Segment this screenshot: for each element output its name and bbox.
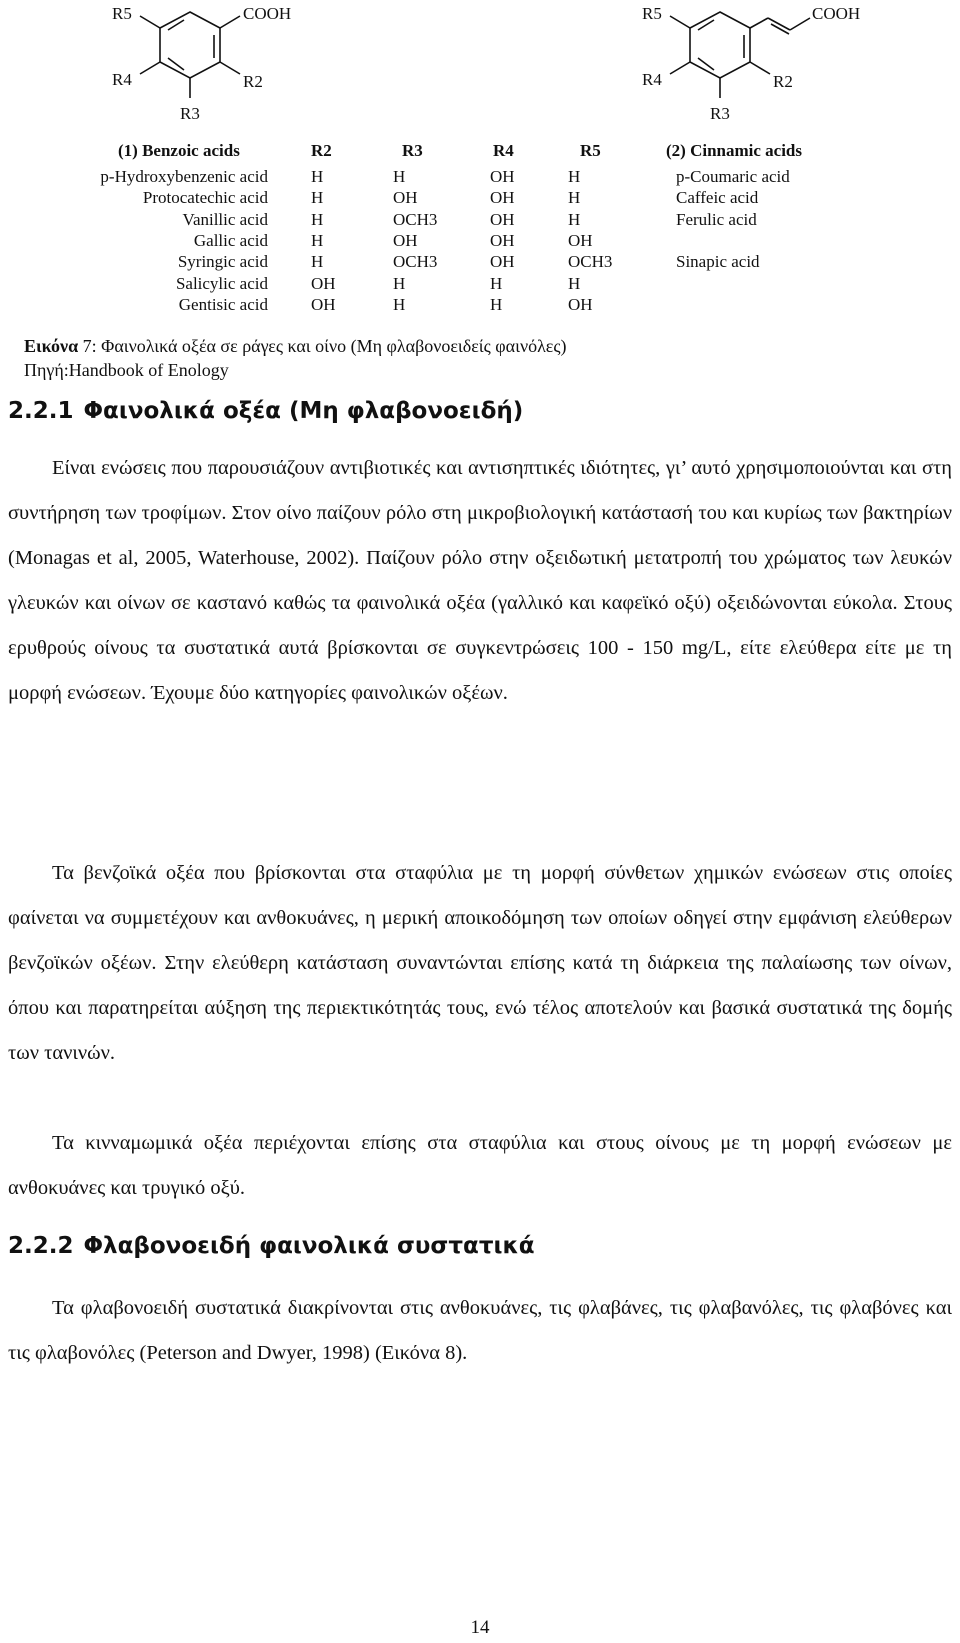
cinnamic-r3-label: R3 <box>710 104 730 123</box>
caption-number: 7 <box>82 336 92 356</box>
table-cell-r5: OH <box>568 294 593 314</box>
header-r4: R4 <box>493 141 514 160</box>
header-r2: R2 <box>311 141 332 160</box>
figure-phenolic-acids <box>0 0 960 330</box>
table-cell-r2: H <box>311 188 324 208</box>
paragraph-1: Είναι ενώσεις που παρουσιάζουν αντιβιοτικές και αντισηπτικές ιδιότητες, γι’ αυτό χρησιμοποιούνται και στη συντήρηση των τροφίμων. Στον οίνο παίζουν ρόλο στη μικροβιολογική κατάστασή του και κυρίως των βακτηρίων (Monagas et al, 2005, Waterhouse, 2002). Παίζουν ρόλο στην οξειδωτική μετατροπή του χρώματος των λευκών γλευκών και οίνων σε καστανό καθώς τα φαινολικά οξέα (γαλλικό και καφεϊκό οξύ) οξειδώνονται εύκολα. Στους ερυθρούς οίνους τα συστατικά αυτά βρίσκονται σε συγκεντρώσεις 100 - 150 mg/L, είτε ελεύθερα είτε με τη μορφή ενώσεων. Έχουμε δύο κατηγορίες φαινολικών οξέων. <box>8 457 952 704</box>
table-cell-r4: H <box>490 273 503 293</box>
table-cell-benzoic: Protocatechic acid <box>142 188 268 208</box>
section-heading-2-2-1 <box>8 398 523 424</box>
table-cell-r5: H <box>568 273 581 293</box>
table-cell-r3: OCH3 <box>393 252 438 272</box>
table-cell-r3: H <box>393 273 406 293</box>
table-cell-r2: OH <box>311 294 336 314</box>
paragraph-4: Τα φλαβονοειδή συστατικά διακρίνονται στις ανθοκυάνες, τις φλαβάνες, τις φλαβανόλες, τις φλαβόνες και τις φλαβονόλες (Peterson and Dwyer, 1998) (Εικόνα 8). <box>8 1297 952 1364</box>
cinnamic-r2-label: R2 <box>773 72 793 91</box>
benzoic-r5-label: R5 <box>112 4 132 23</box>
table-cell-r4: OH <box>490 252 515 272</box>
table-cell-r5: OCH3 <box>568 252 613 272</box>
header-benzoic: (1) Benzoic acids <box>118 141 240 160</box>
header-cinnamic: (2) Cinnamic acids <box>666 141 802 160</box>
page-number: 14 <box>470 1617 490 1638</box>
benzoic-r2-label: R2 <box>243 72 263 91</box>
cinnamic-cooh-label: COOH <box>812 4 861 23</box>
table-cell-r2: H <box>311 167 324 186</box>
header-r3: R3 <box>402 141 423 160</box>
table-cell-cinnamic: p-Coumaric acid <box>676 167 790 186</box>
table-cell-r2: H <box>311 209 324 229</box>
caption-source: Πηγή:Handbook of Enology <box>24 360 229 380</box>
table-cell-benzoic: Gallic acid <box>193 230 268 250</box>
table-cell-r5: H <box>568 209 581 229</box>
table-cell-r3: OH <box>393 230 418 250</box>
table-cell-r3: H <box>393 294 406 314</box>
caption-line <box>24 334 567 358</box>
table-cell-r4: OH <box>490 167 515 186</box>
caption-text: : Φαινολικά οξέα σε ράγες και οίνο (Μη φλαβονοειδείς φαινόλες) <box>91 336 567 356</box>
table-cell-benzoic: Syringic acid <box>177 252 268 272</box>
table-cell-r2: OH <box>311 273 336 293</box>
paragraph-3: Τα κινναμωμικά οξέα περιέχονται επίσης στα σταφύλια και στους οίνους με τη μορφή ενώσεων με ανθοκυάνες και τρυγικό οξύ. <box>8 1132 952 1199</box>
table-cell-benzoic: p-Hydroxybenzenic acid <box>100 167 268 186</box>
table-cell-r4: OH <box>490 209 515 229</box>
table-cell-cinnamic: Caffeic acid <box>676 188 759 208</box>
table-cell-benzoic: Gentisic acid <box>178 294 268 314</box>
section-number: 2.2.2 <box>8 1233 74 1259</box>
section-number: 2.2.1 <box>8 398 74 424</box>
table-cell-r3: H <box>393 167 406 186</box>
table-cell-r5: H <box>568 188 581 208</box>
table-cell-r2: H <box>311 230 324 250</box>
section-title: Φλαβονοειδή φαινολικά συστατικά <box>83 1233 535 1259</box>
table-cell-r5: OH <box>568 230 593 250</box>
table-cell-r2: H <box>311 252 324 272</box>
table-cell-r4: OH <box>490 188 515 208</box>
figure-caption <box>24 334 567 382</box>
section-heading-2-2-2 <box>8 1233 535 1259</box>
phenolic-acids-table <box>0 0 960 330</box>
table-cell-benzoic: Vanillic acid <box>182 209 268 229</box>
table-cell-r3: OH <box>393 188 418 208</box>
paragraph-2: Τα βενζοϊκά οξέα που βρίσκονται στα σταφύλια με τη μορφή σύνθετων χημικών ενώσεων στις οποίες φαίνεται να συμμετέχουν και ανθοκυάνες, η μερική αποικοδόμηση των οποίων οδηγεί στην εμφάνιση ελεύθερων βενζοϊκών οξέων. Στην ελεύθερη κατάσταση συναντώνται επίσης κατά τη διάρκεια της παλαίωσης των οίνων, όπου και παρατηρείται αύξηση της περιεκτικότητάς τους, ενώ τέλος αποτελούν και βασικά συστατικά της δομής των τανινών. <box>8 862 952 1064</box>
benzoic-r3-label: R3 <box>180 104 200 123</box>
benzoic-cooh-label: COOH <box>243 4 292 23</box>
table-cell-r5: H <box>568 167 581 186</box>
table-cell-cinnamic: Sinapic acid <box>676 252 760 272</box>
cinnamic-r4-label: R4 <box>642 70 662 89</box>
table-cell-r4: OH <box>490 230 515 250</box>
table-cell-cinnamic: Ferulic acid <box>676 209 757 229</box>
caption-label: Εικόνα <box>24 336 79 356</box>
header-r5: R5 <box>580 141 601 160</box>
benzoic-r4-label: R4 <box>112 70 132 89</box>
table-cell-benzoic: Salicylic acid <box>175 273 268 293</box>
cinnamic-r5-label: R5 <box>642 4 662 23</box>
table-cell-r4: H <box>490 294 503 314</box>
section-title: Φαινολικά οξέα (Μη φλαβονοειδή) <box>83 398 524 424</box>
table-cell-r3: OCH3 <box>393 209 438 229</box>
